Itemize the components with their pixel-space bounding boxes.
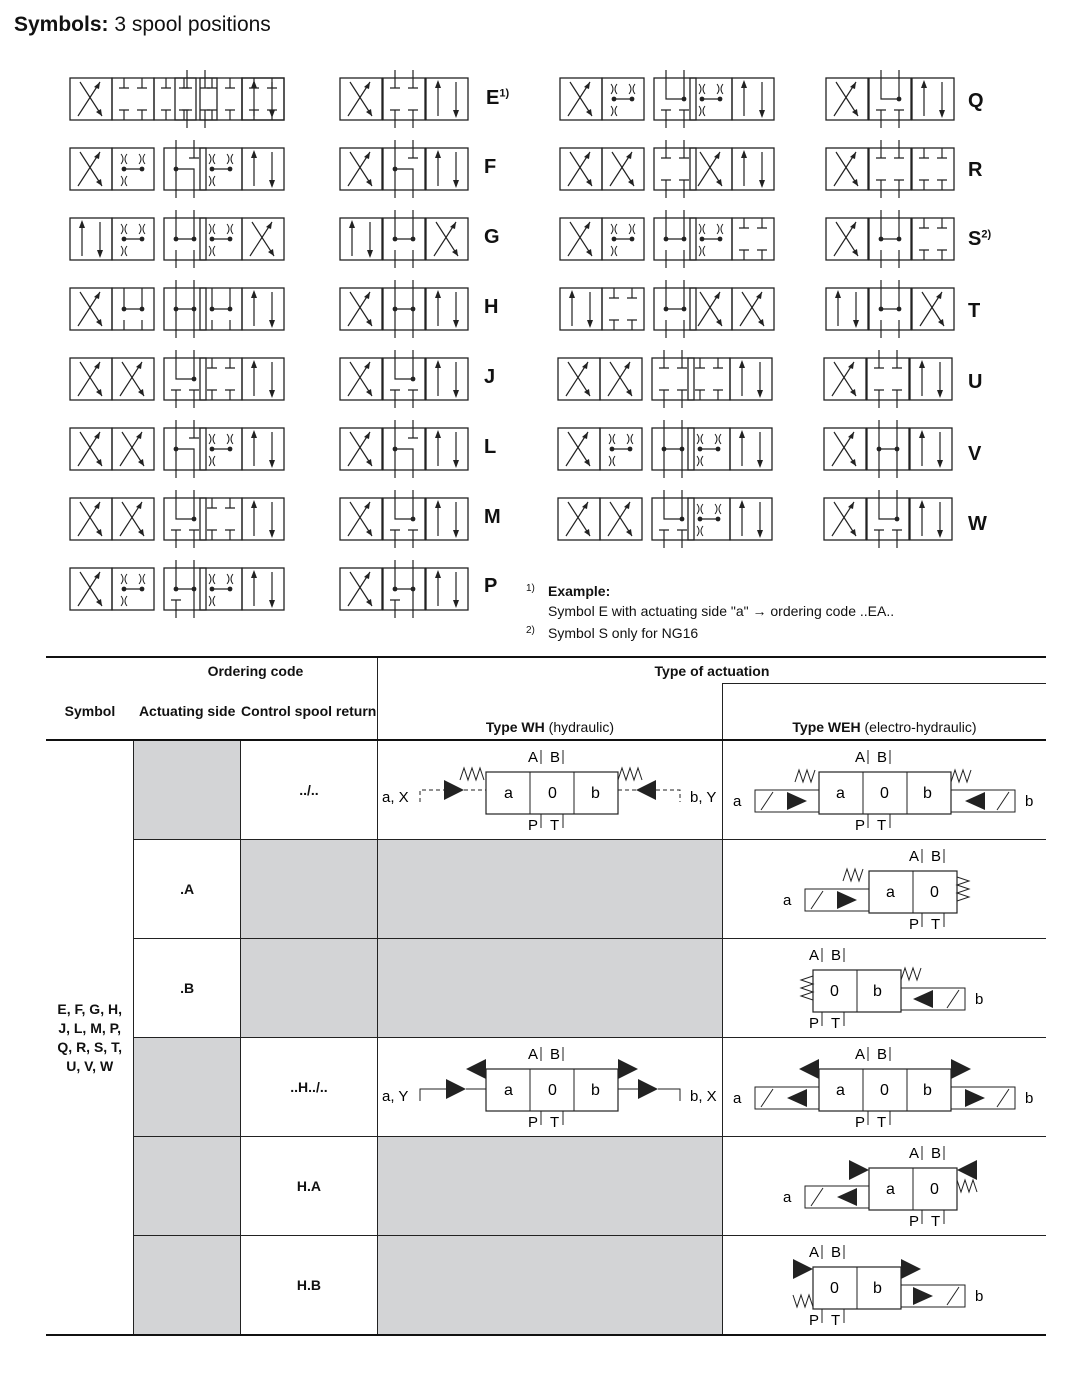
svg-text:a, Y: a, Y: [381, 1088, 409, 1105]
symbol-label-r: R: [968, 159, 983, 181]
actuating-side-cell: [134, 1236, 241, 1336]
symbol-label-m: M: [484, 506, 501, 528]
svg-text:B: B: [549, 1046, 560, 1063]
spool-return-cell: ..H../..: [240, 1038, 377, 1137]
svg-text:a: a: [732, 1090, 742, 1107]
symbol-label-p: P: [484, 575, 498, 597]
svg-text:a: a: [885, 1181, 895, 1198]
wh-left-label: a, X: [381, 789, 409, 806]
svg-text:b: b: [922, 785, 932, 802]
svg-text:P: P: [908, 1213, 919, 1230]
svg-text:T: T: [830, 1312, 841, 1329]
page-title: Symbols: 3 spool positions: [14, 13, 271, 36]
svg-text:A: A: [908, 1145, 919, 1162]
actuating-side-cell: [134, 1137, 241, 1236]
symbol-label-h: H: [484, 296, 499, 318]
port-t-label: T: [549, 817, 560, 834]
svg-text:P: P: [808, 1015, 819, 1032]
symbol-list-cell: E, F, G, H, J, L, M, P, Q, R, S, T, U, V, W: [46, 740, 134, 1335]
svg-text:B: B: [876, 749, 887, 766]
svg-text:B: B: [930, 1145, 941, 1162]
svg-text:b: b: [1024, 793, 1034, 810]
header-type-of-actuation: Type of actuation: [377, 657, 1046, 684]
pos-b-label: b: [590, 785, 600, 802]
spool-return-cell: [240, 939, 377, 1038]
svg-text:A: A: [808, 1244, 819, 1261]
symbol-label-v: V: [968, 443, 982, 465]
svg-text:T: T: [876, 817, 887, 834]
svg-text:A: A: [808, 947, 819, 964]
svg-text:P: P: [527, 1114, 538, 1131]
header-symbol: Symbol: [46, 684, 134, 741]
svg-text:P: P: [908, 916, 919, 933]
svg-text:b: b: [1024, 1090, 1034, 1107]
header-type-weh: Type WEH (electro-hydraulic): [722, 684, 1046, 741]
spool-return-cell: [240, 840, 377, 939]
wh-diagram-cell: [377, 1236, 722, 1336]
svg-text:b, X: b, X: [689, 1088, 717, 1105]
weh-diagram-cell: [722, 740, 1046, 840]
wh-diagram-cell: [377, 939, 722, 1038]
svg-text:a: a: [503, 1082, 513, 1099]
symbol-label-s: $S^{2)}$: [968, 228, 992, 250]
svg-text:0: 0: [547, 1082, 557, 1099]
svg-text:a: a: [835, 1082, 845, 1099]
svg-text:T: T: [549, 1114, 560, 1131]
svg-text:P: P: [808, 1312, 819, 1329]
actuating-side-cell: [134, 740, 241, 840]
actuating-side-cell: [134, 1038, 241, 1137]
svg-text:b: b: [872, 1280, 882, 1297]
svg-text:a: a: [782, 892, 792, 909]
weh-diagram-cell: [722, 1236, 1046, 1336]
wh-diagram-cell: [377, 840, 722, 939]
svg-text:A: A: [854, 749, 865, 766]
header-ordering-code: Ordering code: [134, 657, 378, 684]
svg-text:T: T: [876, 1114, 887, 1131]
wh-diagram-cell: [377, 1137, 722, 1236]
symbol-label-w: W: [968, 513, 987, 535]
pos-0-label: 0: [547, 785, 557, 802]
svg-text:P: P: [854, 1114, 865, 1131]
svg-text:B: B: [876, 1046, 887, 1063]
svg-text:0: 0: [879, 1082, 889, 1099]
svg-text:0: 0: [879, 785, 889, 802]
actuating-side-cell: .A: [134, 840, 241, 939]
symbol-label-f: F: [484, 156, 497, 178]
svg-text:b: b: [922, 1082, 932, 1099]
ordering-code-table: [46, 656, 1046, 1336]
weh-diagram-cell: [722, 1038, 1046, 1137]
svg-text:B: B: [830, 947, 841, 964]
symbol-label-j: J: [484, 366, 496, 388]
symbol-label-t: T: [968, 300, 981, 322]
port-p-label: P: [527, 817, 538, 834]
svg-text:b: b: [974, 1288, 984, 1305]
svg-text:T: T: [830, 1015, 841, 1032]
spool-return-cell: ../..: [240, 740, 377, 840]
header-type-wh: Type WH (hydraulic): [377, 684, 722, 741]
actuating-side-cell: .B: [134, 939, 241, 1038]
header-control-spool-return: Control spool return: [240, 684, 377, 741]
svg-text:A: A: [527, 1046, 538, 1063]
svg-text:0: 0: [829, 1280, 839, 1297]
svg-text:b: b: [974, 991, 984, 1008]
wh-right-label: b, Y: [689, 789, 717, 806]
symbol-label-g: G: [484, 226, 500, 248]
svg-text:B: B: [930, 848, 941, 865]
svg-text:A: A: [854, 1046, 865, 1063]
svg-text:0: 0: [929, 1181, 939, 1198]
spool-symbol-grid: [0, 60, 1080, 620]
symbol-label-e: $E^{1)}$: [486, 87, 510, 109]
svg-text:b: b: [590, 1082, 600, 1099]
svg-text:T: T: [930, 1213, 941, 1230]
pos-a-label: a: [503, 785, 513, 802]
svg-text:P: P: [854, 817, 865, 834]
spool-return-cell: H.A: [240, 1137, 377, 1236]
symbol-label-q: Q: [968, 90, 984, 112]
weh-diagram-cell: [722, 1137, 1046, 1236]
symbol-label-l: L: [484, 436, 497, 458]
svg-text:b: b: [872, 983, 882, 1000]
svg-text:a: a: [885, 884, 895, 901]
header-actuating-side: Actuating side: [134, 684, 241, 741]
port-a-label: A: [527, 749, 538, 766]
svg-text:A: A: [908, 848, 919, 865]
wh-diagram-cell: [377, 740, 722, 840]
svg-text:B: B: [830, 1244, 841, 1261]
weh-diagram-cell: [722, 939, 1046, 1038]
svg-text:a: a: [782, 1189, 792, 1206]
svg-text:T: T: [930, 916, 941, 933]
svg-text:a: a: [835, 785, 845, 802]
spool-return-cell: H.B: [240, 1236, 377, 1336]
svg-text:a: a: [732, 793, 742, 810]
symbol-label-u: U: [968, 371, 983, 393]
wh-diagram-cell: [377, 1038, 722, 1137]
svg-text:0: 0: [929, 884, 939, 901]
port-b-label: B: [549, 749, 560, 766]
weh-diagram-cell: [722, 840, 1046, 939]
svg-text:0: 0: [829, 983, 839, 1000]
